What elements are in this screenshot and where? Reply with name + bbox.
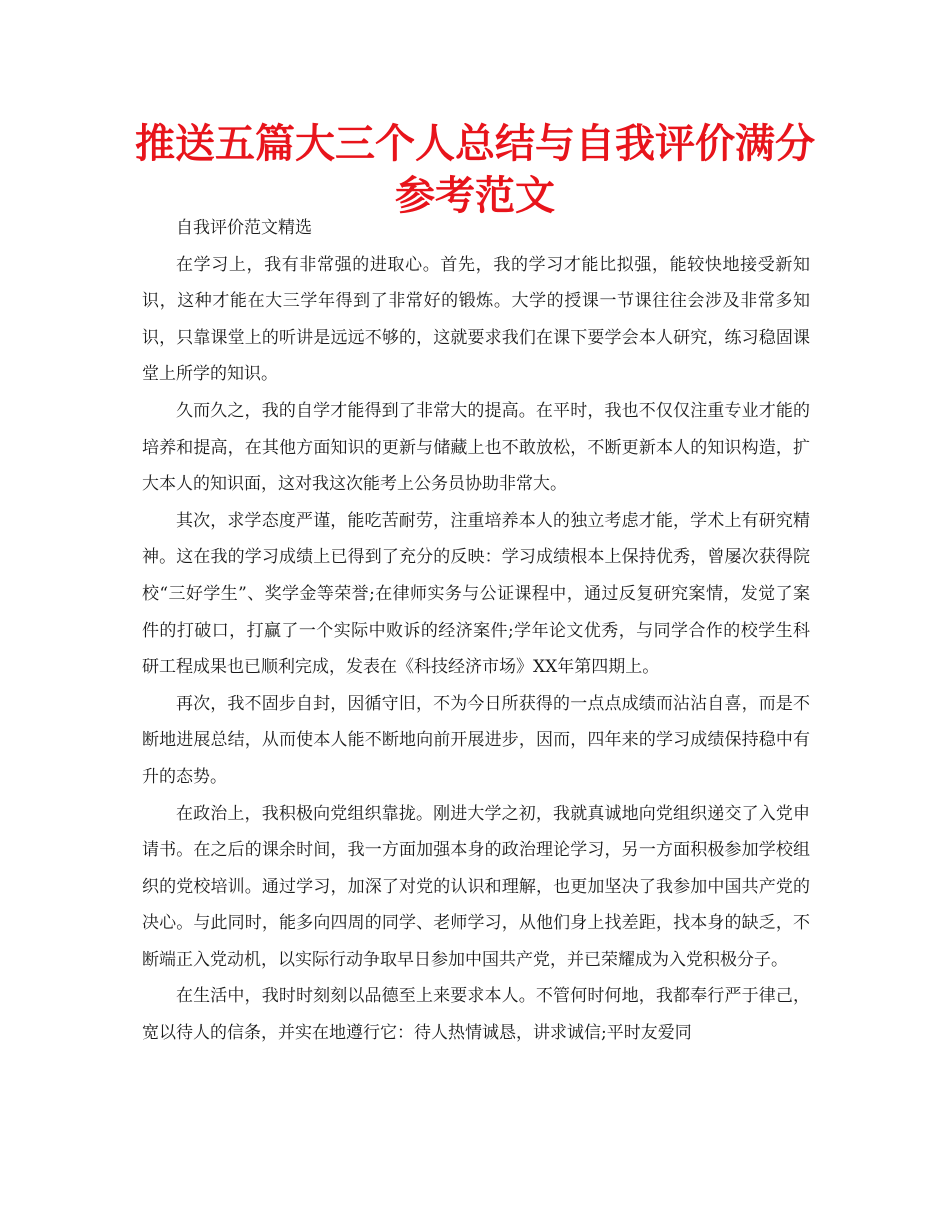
document-body	[142, 210, 810, 1052]
paragraph: 在生活中，我时时刻刻以品德至上来要求本人。不管何时何地，我都奉行严于律己，宽以待人的信条，并实在地遵行它：待人热情诚恳，讲求诚信;平时友爱同	[142, 986, 810, 1044]
paragraph: 其次，求学态度严谨，能吃苦耐劳，注重培养本人的独立考虑才能，学术上有研究精神。这在我的学习成绩上已得到了充分的反映：学习成绩根本上保持优秀，曾屡次获得院校“三好学生”、奖学金等荣誉;在律师实务与公证课程中，通过反复研究案情，发觉了案件的打破口，打赢了一个实际中败诉的经济案件;学年论文优秀，与同学合作的校学生科研工程成果也已顺利完成，发表在《科技经济市场》XX年第四期上。	[142, 510, 810, 678]
paragraph: 久而久之，我的自学才能得到了非常大的提高。在平时，我也不仅仅注重专业才能的培养和提高，在其他方面知识的更新与储藏上也不敢放松，不断更新本人的知识构造，扩大本人的知识面，这对我这次能考上公务员协助非常大。	[142, 400, 810, 495]
document-title: 推送五篇大三个人总结与自我评价满分参考范文	[135, 121, 815, 219]
paragraph: 再次，我不固步自封，因循守旧，不为今日所获得的一点点成绩而沾沾自喜，而是不断地进展总结，从而使本人能不断地向前开展进步，因而，四年来的学习成绩保持稳中有升的态势。	[142, 693, 810, 787]
paragraph: 在政治上，我积极向党组织靠拢。刚进大学之初，我就真诚地向党组织递交了入党申请书。在之后的课余时间，我一方面加强本身的政治理论学习，另一方面积极参加学校组织的党校培训。通过学习，加深了对党的认识和理解，也更加坚决了我参加中国共产党的决心。与此同时，能多向四周的同学、老师学习，从他们身上找差距，找本身的缺乏，不断端正入党动机，以实际行动争取早日参加中国共产党，并已荣耀成为入党积极分子。	[142, 803, 810, 970]
paragraph: 在学习上，我有非常强的进取心。首先，我的学习才能比拟强，能较快地接受新知识，这种才能在大三学年得到了非常好的锻炼。大学的授课一节课往往会涉及非常多知识，只靠课堂上的听讲是远远不够的，这就要求我们在课下要学会本人研究，练习稳固课堂上所学的知识。	[142, 254, 810, 385]
paragraph-subtitle: 自我评价范文精选	[176, 218, 312, 238]
